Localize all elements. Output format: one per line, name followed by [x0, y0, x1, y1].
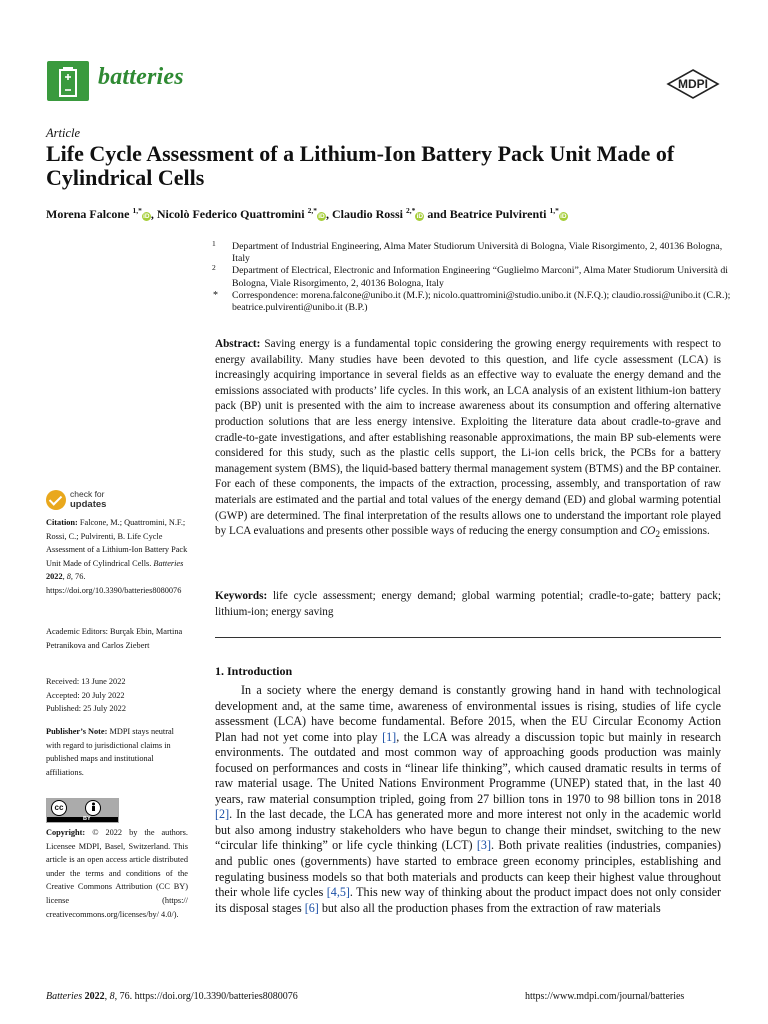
affiliation-1: [212, 241, 732, 265]
citation-link[interactable]: [6]: [304, 900, 319, 915]
mdpi-text: MDPI: [678, 77, 708, 91]
academic-editors: [46, 625, 188, 652]
check-icon: [46, 490, 66, 510]
author-separator: ,: [325, 207, 332, 221]
article-type: Article: [46, 126, 81, 140]
citation-journal: Batteries: [153, 558, 184, 568]
section-heading-introduction: 1. Introduction: [215, 664, 293, 678]
dates-block: [46, 675, 188, 716]
citation-label: Citation:: [46, 518, 78, 527]
copyright-label: Copyright:: [46, 828, 86, 837]
copyright-text: © 2022 by the authors. Licensee MDPI, Basel, Switzerland. This article is an open access article distributed under the terms and conditions of the Creative Commons Attribution (CC BY) license (https:// creativecommons.org/licenses/by/ 4.0/).: [46, 828, 188, 919]
footer-volume: 8: [109, 991, 115, 1002]
person-icon: [85, 800, 101, 816]
footer-doi[interactable]: , 76. https://doi.org/10.3390/batteries8080076: [114, 991, 298, 1002]
intro-text-6: but also all the production phases from the extraction of raw materials: [318, 900, 661, 915]
cc-icon: cc: [51, 800, 67, 816]
affiliation-number: 2: [212, 263, 216, 273]
abstract-end: emissions.: [660, 525, 710, 538]
accepted-date: Accepted: 20 July 2022: [46, 690, 125, 700]
affiliation-2: [212, 265, 732, 289]
author-separator: ,: [150, 207, 157, 221]
author-name: Nicolò Federico Quattromini: [156, 207, 308, 221]
section-divider: [215, 637, 721, 638]
author-affiliation-sup: 2,*: [307, 206, 317, 215]
by-label: BY: [83, 816, 91, 822]
author-affiliation-sup: 1,*: [132, 206, 142, 215]
orcid-icon[interactable]: iD: [416, 213, 424, 220]
affiliation-number: 1: [212, 239, 216, 248]
editors-text: Academic Editors: Burçak Ebin, Martina Petranikova and Carlos Ziebert: [46, 627, 183, 650]
journal-name[interactable]: batteries: [98, 64, 184, 90]
footer-journal: Batteries: [46, 991, 83, 1002]
intro-text-5: . This new way of thinking about the product impact does not only consider its disposal stages: [215, 885, 721, 915]
intro-text-1: In a society where the energy demand is constantly growing hand in hand with technological development and, at the same time, awareness of environmental issues is rising, studies of life cycle assessment (LCA) have become fundamental. Before 2015, when the EU Circular Economy Action Plan had not yet come into play: [215, 683, 721, 744]
citation-link[interactable]: [1]: [382, 729, 397, 744]
check-for-updates-badge[interactable]: [46, 488, 116, 512]
author-separator: and: [424, 207, 450, 221]
citation-block: Citation: Falcone, M.; Quattromini, N.F.; Rossi, C.; Pulvirenti, B. Life Cycle Assessment of a Lithium-Ion Battery Pack Unit Made of Cylindrical Cells. Batteries 2022, 8, 76. https://doi.org/10.3390/batteries8080076: [46, 518, 188, 595]
mdpi-logo[interactable]: [665, 69, 721, 99]
introduction-paragraph: [215, 683, 721, 916]
article-title: Life Cycle Assessment of a Lithium-Ion Battery Pack Unit Made of Cylindrical Cells: [46, 141, 675, 190]
author-name: Beatrice Pulvirenti: [449, 207, 550, 221]
orcid-icon[interactable]: iD: [318, 213, 325, 220]
abstract: [215, 337, 721, 544]
author-name: Morena Falcone: [46, 207, 133, 221]
citation-link[interactable]: [2]: [215, 807, 230, 822]
attribution-icon: [87, 801, 100, 814]
co2-text: CO: [639, 525, 656, 538]
correspondence-text[interactable]: Correspondence: morena.falcone@unibo.it (M.F.); nicolo.quattromini@studio.unibo.it (N.F.Q.); claudio.rossi@unibo.it (C.R.); beatrice.pulvirenti@unibo.it (B.P.): [232, 289, 731, 314]
footer-journal-url[interactable]: https://www.mdpi.com/journal/batteries: [525, 991, 685, 1002]
orcid-icon[interactable]: iD: [560, 213, 567, 220]
citation-link[interactable]: [4,5]: [326, 885, 350, 900]
publisher-note: [46, 725, 188, 779]
received-date: Received: 13 June 2022: [46, 677, 126, 686]
correspondence-marker: *: [213, 289, 218, 301]
intro-text-2: , the LCA was already a discussion topic but mainly in research environments. The outdated and most common way of approaching goods production was mainly focused on performances and costs in “linear life thinking”, which caused dramatic results in terms of raw material usage. The United Nations Environment Programme (UNEP) stated that, in the last 40 years, raw material consumption tripled, going from 27 billion tons in 1970 to 98 billion tons in 2018: [215, 729, 721, 806]
citation-doi[interactable]: , 76. https://doi.org/10.3390/batteries8080076: [46, 572, 182, 595]
author-affiliation-sup: 2,*: [405, 206, 416, 215]
keywords: [215, 589, 721, 620]
correspondence: [212, 290, 732, 314]
keywords-label: Keywords:: [215, 590, 268, 602]
check-label: check for: [70, 489, 105, 499]
cc-by-license-badge[interactable]: [46, 798, 119, 823]
author-name: Claudio Rossi: [331, 207, 406, 221]
citation-link[interactable]: [3]: [476, 838, 491, 853]
author-affiliation-sup: 1,*: [549, 206, 559, 215]
abstract-label: Abstract:: [215, 338, 261, 350]
publisher-note-text: MDPI stays neutral with regard to jurisdictional claims in published maps and institutional affiliations.: [46, 727, 174, 777]
keywords-text: life cycle assessment; energy demand; global warming potential; cradle-to-gate; battery pack; lithium-ion; energy saving: [215, 590, 721, 618]
published-date: Published: 25 July 2022: [46, 704, 126, 714]
orcid-icon[interactable]: iD: [143, 213, 150, 220]
updates-label: updates: [70, 499, 107, 510]
citation-text: Falcone, M.; Quattromini, N.F.; Rossi, C.; Pulvirenti, B. Life Cycle Assessment of a Lithium-Ion Battery Pack Unit Made of Cylindrical Cells.: [46, 518, 188, 568]
affiliation-text: Department of Electrical, Electronic and Information Engineering “Guglielmo Marconi”, Alma Mater Studiorum Università di Bologna, Viale Risorgimento, 2, 40136 Bologna, Italy: [232, 265, 728, 289]
publisher-note-label: Publisher’s Note:: [46, 727, 108, 736]
affiliation-text: Department of Industrial Engineering, Alma Mater Studiorum Università di Bologna, Viale Risorgimento, 2, 40136 Bologna, Italy: [232, 241, 723, 265]
journal-logo: [47, 61, 89, 101]
intro-text-4: . Both private realities (industries, companies) and public ones (governments) have started to embrace green economy principles, establishing and regulating business models so that both materials and products can keep their highest value throughout their whole life cycles: [215, 838, 721, 900]
footer-year: 2022: [84, 991, 105, 1002]
author-list: [46, 204, 736, 221]
co2-subscript: 2: [655, 530, 661, 541]
abstract-text: Saving energy is a fundamental topic considering the growing energy requirements with respect to energy availability. Many studies have been devoted to this question, and life cycle assessment (LCA) is increasingly acquiring importance in several fields as an effective way to evaluate the energy demand and the emissions associated with products’ life cycles. In this work, an LCA analysis of an existent lithium-ion battery pack (BP) unit is presented with the aim to increase awareness about its consumption and offering alternative production solutions that are less energy intensive. Exploiting the literature data about cradle-to-grave and cradle-to-gate investigations, and after establishing reasonable approximations, the main BP sub-elements were considered for this study, such as the plastic cells support, the Li-ion cells brick, the PCBs for a battery management system (BMS), the liquid-based battery thermal management system (BTMS) and the BP container. For each of these components, the impacts of the extraction, processing, assembly, and transportation of raw materials are estimated and the partial and total values of the energy demand (ED) and global warming potential (GWP) are determined. The final interpretation of the results allows one to understand the important role played by LCA evaluations and presents other possible ways of reducing the energy consumption and: [215, 338, 721, 538]
intro-text-3: . In the last decade, the LCA has generated more and more interest not only in the academic world but also among industry stakeholders who have begun to change their mindset, switching to the new “circular life thinking” or life cycle thinking (LCT): [215, 807, 721, 853]
copyright-block: [46, 826, 188, 921]
citation-volume: 8: [66, 572, 71, 582]
affiliations: [212, 241, 732, 314]
battery-icon: [47, 61, 89, 101]
footer-citation: Batteries 2022, 8, 76. https://doi.org/10.3390/batteries8080076: [46, 991, 298, 1002]
citation-year: 2022: [46, 572, 63, 582]
